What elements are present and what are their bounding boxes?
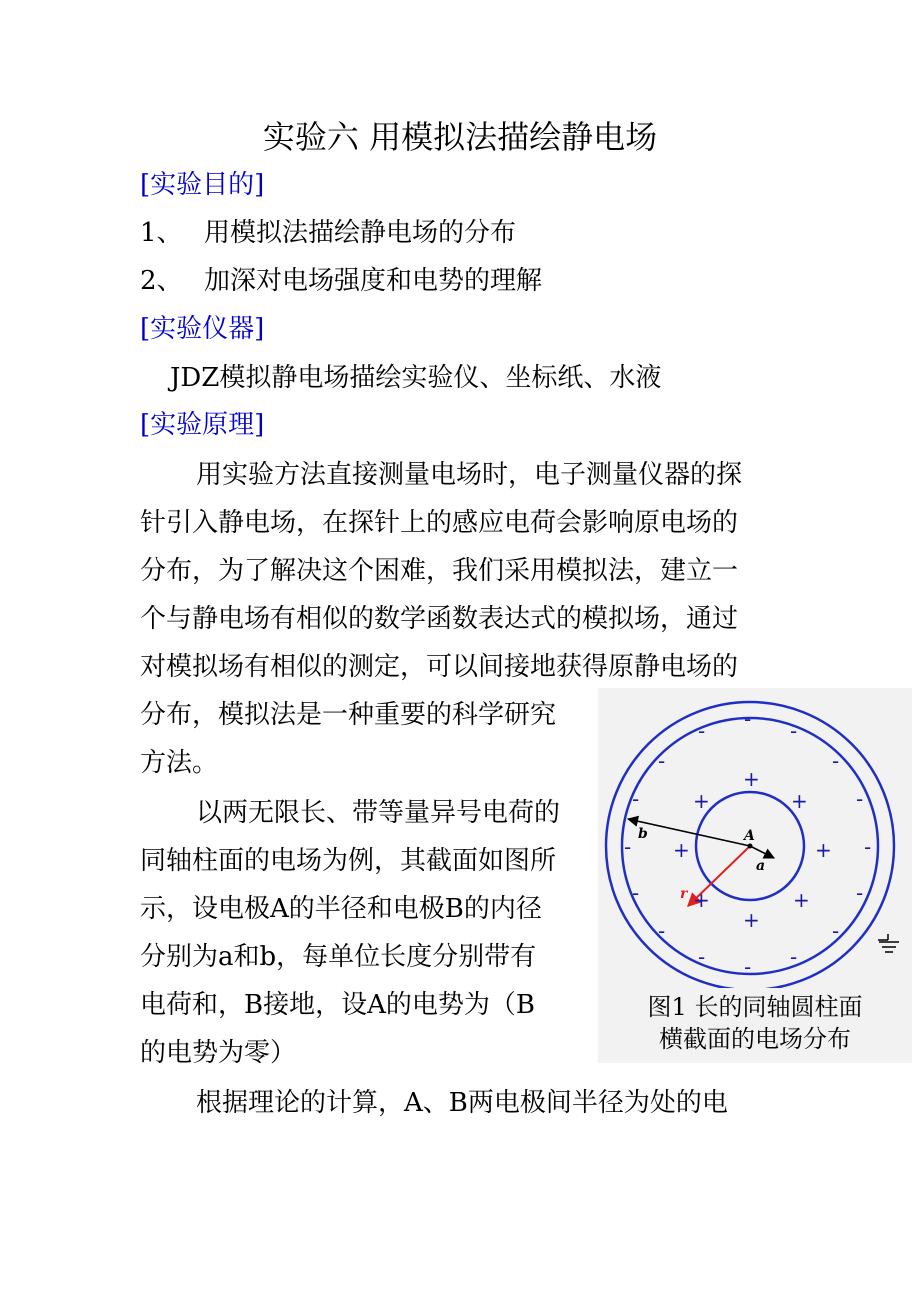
minus-charge-sign: - bbox=[832, 919, 840, 943]
paragraph-line: 分布，模拟法是一种重要的科学研究 bbox=[140, 700, 557, 730]
paragraph-line: 以两无限长、带等量异号电荷的 bbox=[196, 798, 561, 828]
plus-charge-sign: + bbox=[673, 838, 690, 862]
instruments-heading: [实验仪器] bbox=[140, 314, 265, 344]
minus-charge-sign: - bbox=[790, 719, 798, 743]
paragraph-line: 用实验方法直接测量电场时，电子测量仪器的探 bbox=[196, 460, 743, 490]
minus-charge-sign: - bbox=[632, 787, 640, 811]
minus-charge-sign: - bbox=[624, 835, 632, 859]
figure-caption-line-2: 横截面的电场分布 bbox=[659, 1025, 851, 1053]
minus-charge-sign: - bbox=[864, 835, 872, 859]
plus-charge-sign: + bbox=[693, 888, 710, 912]
label-a: a bbox=[756, 858, 766, 874]
paragraph-line: 对模拟场有相似的测定，可以间接地获得原静电场的 bbox=[140, 652, 739, 682]
center-point bbox=[748, 844, 753, 849]
minus-charge-sign: - bbox=[856, 881, 864, 905]
principle-heading: [实验原理] bbox=[140, 410, 265, 440]
minus-charge-sign: - bbox=[744, 955, 752, 979]
ground-symbol bbox=[878, 934, 899, 952]
paragraph-line: 同轴柱面的电场为例，其截面如图所 bbox=[140, 846, 557, 876]
plus-charge-sign: + bbox=[791, 789, 808, 813]
minus-charge-sign: - bbox=[658, 749, 666, 773]
paragraph-line: 个与静电场有相似的数学函数表达式的模拟场，通过 bbox=[140, 604, 739, 634]
minus-charge-sign: - bbox=[790, 945, 798, 969]
item-number: 2、 bbox=[140, 266, 183, 296]
item-text: 用模拟法描绘静电场的分布 bbox=[204, 218, 517, 248]
minus-charge-sign: - bbox=[744, 707, 752, 731]
minus-charge-sign: - bbox=[698, 719, 706, 743]
item-text: 加深对电场强度和电势的理解 bbox=[204, 266, 543, 296]
minus-charge-sign: - bbox=[832, 749, 840, 773]
paragraph-line: 分布，为了解决这个困难，我们采用模拟法，建立一 bbox=[140, 556, 739, 586]
paragraph-line: 示，设电极A的半径和电极B的内径 bbox=[140, 894, 542, 924]
plus-charge-sign: + bbox=[793, 888, 810, 912]
paragraph-line: 分别为a和b，每单位长度分别带有 bbox=[140, 942, 537, 972]
paragraph-line: 根据理论的计算，A、B两电极间半径为处的电 bbox=[196, 1088, 728, 1118]
paragraph-line: 的电势为零） bbox=[140, 1038, 297, 1068]
label-r: r bbox=[680, 886, 688, 902]
label-A: A bbox=[744, 828, 755, 844]
paragraph-line: 电荷和，B接地，设A的电势为（B bbox=[140, 990, 535, 1020]
figure-caption-line-1: 图1 长的同轴圆柱面 bbox=[647, 993, 863, 1021]
instruments-text: JDZ模拟静电场描绘实验仪、坐标纸、水液 bbox=[170, 363, 662, 393]
minus-charge-sign: - bbox=[658, 919, 666, 943]
paragraph-line: 针引入静电场，在探针上的感应电荷会影响原电场的 bbox=[140, 508, 739, 538]
purpose-item-1 bbox=[140, 218, 516, 248]
page-title: 实验六 用模拟法描绘静电场 bbox=[262, 118, 658, 156]
purpose-heading: [实验目的] bbox=[140, 170, 265, 200]
paragraph-line: 方法。 bbox=[140, 748, 219, 778]
purpose-item-2 bbox=[140, 266, 542, 296]
plus-charge-sign: + bbox=[815, 838, 832, 862]
minus-charge-sign: - bbox=[632, 881, 640, 905]
minus-charge-sign: - bbox=[856, 787, 864, 811]
minus-charge-sign: - bbox=[698, 945, 706, 969]
coaxial-field-figure bbox=[598, 688, 912, 1063]
radius-a-line bbox=[750, 846, 774, 858]
plus-charge-sign: + bbox=[693, 789, 710, 813]
plus-charge-sign: + bbox=[743, 908, 760, 932]
item-number: 1、 bbox=[140, 218, 183, 248]
label-b: b bbox=[638, 826, 648, 842]
coaxial-diagram bbox=[598, 688, 912, 988]
plus-charge-sign: + bbox=[743, 767, 760, 791]
